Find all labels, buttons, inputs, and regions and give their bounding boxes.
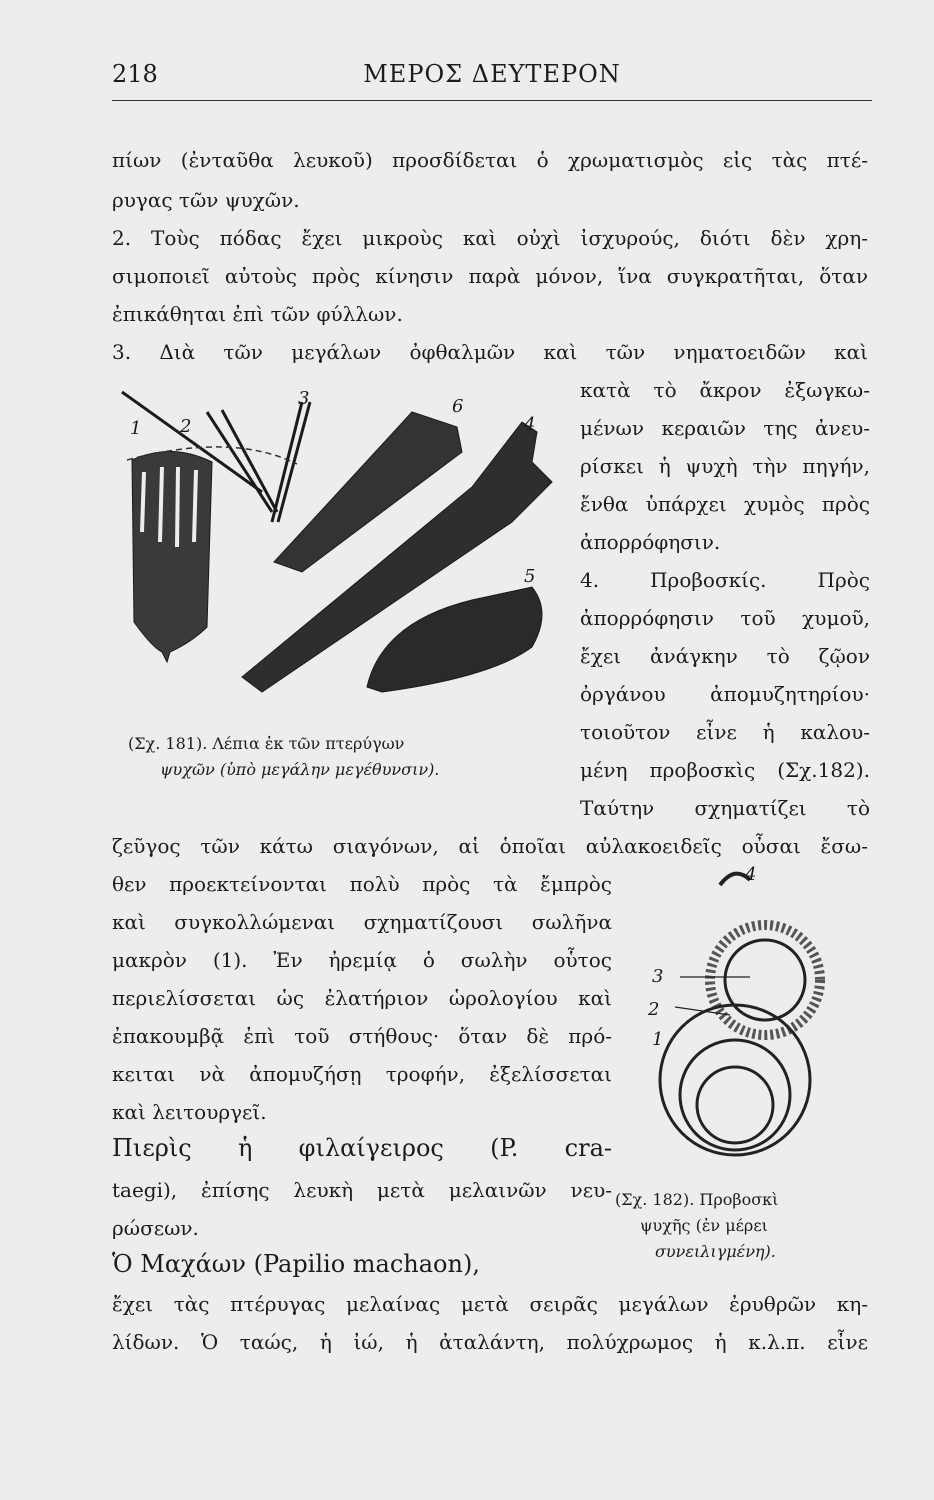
text-line: ρίσκει ἡ ψυχὴ τὴν πηγήν,: [580, 454, 870, 478]
figure-label: 1: [130, 418, 142, 439]
figure-label: 2: [180, 416, 192, 437]
text-line: τοιοῦτον εἶνε ἡ καλου-: [580, 720, 870, 744]
text-line: ἔχει ἀνάγκην τὸ ζῷον: [580, 644, 870, 668]
text-line: 2. Τοὺς πόδας ἔχει μικροὺς καὶ οὐχὶ ἰσχυρούς, διότι δὲν χρη-: [112, 226, 868, 250]
text-line: σιμοποιεῖ αὐτοὺς πρὸς κίνησιν παρὰ μόνον, ἵνα συγκρατῆται, ὅταν: [112, 264, 868, 288]
figure-181-scales: [112, 372, 562, 722]
figure-182-caption: συνειλιγμένη).: [655, 1242, 776, 1261]
figure-182-caption: ψυχῆς (ἐν μέρει: [640, 1216, 768, 1235]
text-line: καὶ συγκολλώμεναι σχηματίζουσι σωλῆνα: [112, 910, 612, 934]
figure-label: 1: [652, 1029, 664, 1050]
text-line: ἐπακουμβᾷ ἐπὶ τοῦ στήθους· ὅταν δὲ πρό-: [112, 1024, 612, 1048]
figure-label: 6: [452, 396, 464, 417]
text-line: 4. Προβοσκίς. Πρὸς: [580, 568, 870, 592]
text-line: ἀπορρόφησιν τοῦ χυμοῦ,: [580, 606, 870, 630]
figure-label: 5: [524, 566, 536, 587]
text-line: περιελίσσεται ὡς ἐλατήριον ὡρολογίου καὶ: [112, 986, 612, 1010]
text-line: ζεῦγος τῶν κάτω σιαγόνων, αἱ ὁποῖαι αὐλακοειδεῖς οὖσαι ἔσω-: [112, 834, 868, 858]
text-line: μένων κεραιῶν της ἀνευ-: [580, 416, 870, 440]
text-line: ἀπορρόφησιν.: [580, 530, 721, 554]
text-line: κατὰ τὸ ἄκρον ἐξωγκω-: [580, 378, 870, 402]
text-line: ρυγας τῶν ψυχῶν.: [112, 188, 300, 212]
figure-label: 4: [524, 414, 536, 435]
text-line: ὀργάνου ἀπομυζητηρίου·: [580, 682, 870, 706]
text-line: ἔνθα ὑπάρχει χυμὸς πρὸς: [580, 492, 870, 516]
text-line: καὶ λειτουργεῖ.: [112, 1100, 267, 1124]
figure-label: 2: [648, 999, 660, 1020]
text-line: πίων (ἐνταῦθα λευκοῦ) προσδίδεται ὁ χρωματισμὸς εἰς τὰς πτέ-: [112, 148, 868, 172]
text-line: ρώσεων.: [112, 1216, 199, 1240]
figure-label: 3: [652, 966, 664, 987]
page-header: [112, 60, 872, 96]
text-line: Ταύτην σχηματίζει τὸ: [580, 796, 870, 820]
figure-181-caption: ψυχῶν (ὑπὸ μεγάλην μεγέθυνσιν).: [160, 760, 440, 779]
text-line: μένη προβοσκὶς (Σχ.182).: [580, 758, 870, 782]
text-line: κειται νὰ ἀπομυζήσῃ τροφήν, ἐξελίσσεται: [112, 1062, 612, 1086]
text-line: ἐπικάθηται ἐπὶ τῶν φύλλων.: [112, 302, 403, 326]
figure-182-proboscis: [640, 865, 850, 1185]
figure-182-caption: (Σχ. 182). Προβοσκὶ: [615, 1190, 779, 1209]
text-line: taegi), ἐπίσης λευκὴ μετὰ μελαινῶν νευ-: [112, 1178, 612, 1202]
text-line: θεν προεκτείνονται πολὺ πρὸς τὰ ἔμπρὸς: [112, 872, 612, 896]
text-line: Πιερὶς ἡ φιλαίγειρος (P. cra-: [112, 1134, 612, 1162]
text-line: Ὁ Μαχάων (Papilio machaon),: [112, 1250, 480, 1278]
figure-181-caption: (Σχ. 181). Λέπια ἐκ τῶν πτερύγων: [128, 734, 405, 753]
text-line: 3. Διὰ τῶν μεγάλων ὀφθαλμῶν καὶ τῶν νηματοειδῶν καὶ: [112, 340, 868, 364]
text-line: λίδων. Ὁ ταώς, ἡ ἰώ, ἡ ἀταλάντη, πολύχρωμος ἡ κ.λ.π. εἶνε: [112, 1330, 868, 1354]
figure-label: 3: [298, 388, 310, 409]
page-number: 218: [112, 60, 158, 88]
text-line: ἔχει τὰς πτέρυγας μελαίνας μετὰ σειρᾶς μεγάλων ἐρυθρῶν κη-: [112, 1292, 868, 1316]
text-line: μακρὸν (1). Ἐν ἠρεμίᾳ ὁ σωλὴν οὗτος: [112, 948, 612, 972]
figure-label: 4: [745, 865, 757, 885]
running-head: ΜΕΡΟΣ ΔΕΥΤΕΡΟΝ: [363, 60, 621, 88]
header-rule: [112, 100, 872, 101]
